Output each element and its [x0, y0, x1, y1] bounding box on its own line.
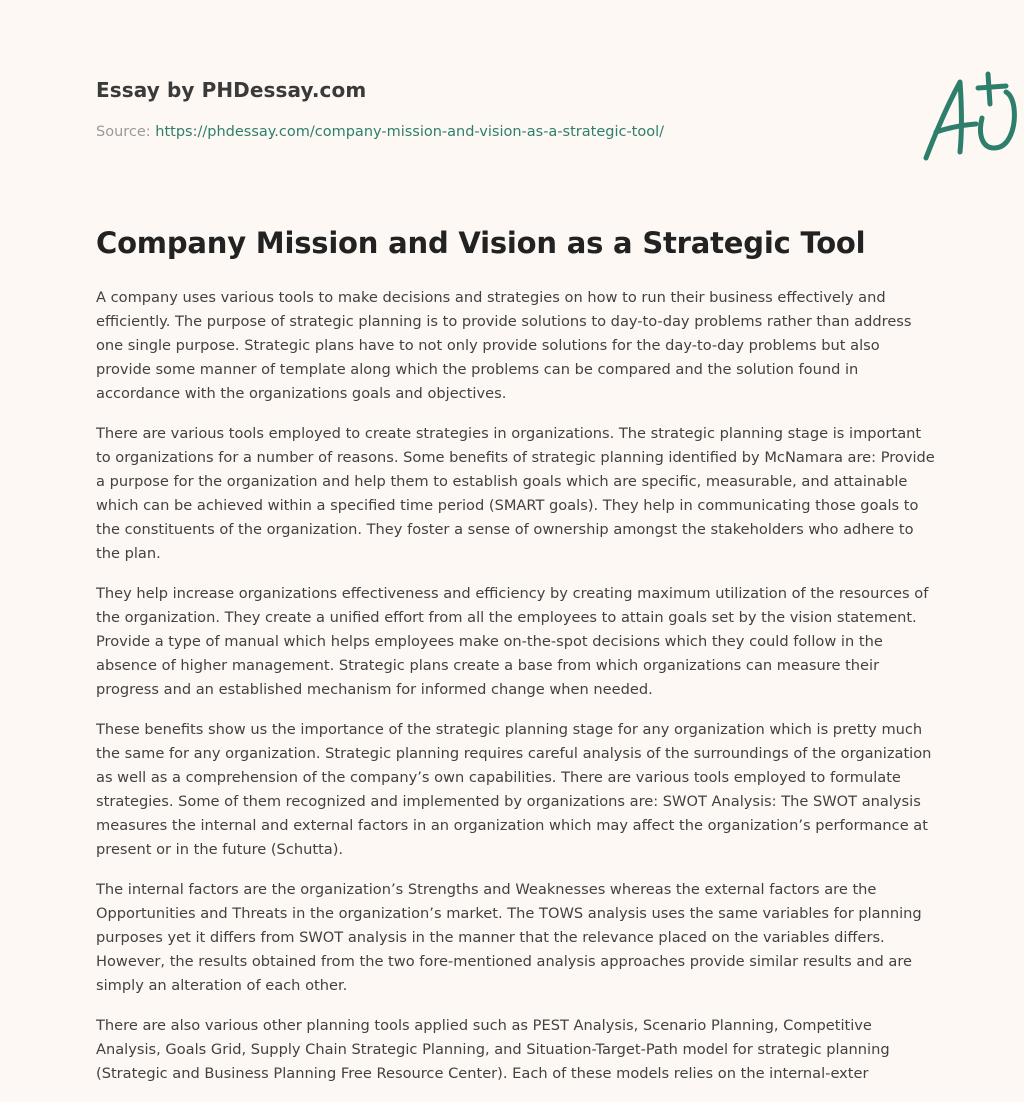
- essay-title: Company Mission and Vision as a Strategic Tool: [96, 226, 866, 260]
- site-title: Essay by PHDessay.com: [96, 78, 367, 102]
- source-label: Source:: [96, 124, 151, 140]
- essay-paragraph: They help increase organizations effectiveness and efficiency by creating maximum utilization of the resources of the organization. They create a unified effort from all the employees to attain goals set by the vision statement. Provide a type of manual which helps employees make on-the-spot decisions which they could follow in the absence of higher management. Strategic plans create a base from which organizations can measure their progress and an established mechanism for informed change when needed.: [96, 585, 929, 698]
- essay-paragraph: There are also various other planning tools applied such as PEST Analysis, Scenario Planning, Competitive Analysis, Goals Grid, Supply Chain Strategic Planning, and Situation-Target-Path model for strategic planning (Strategic and Business Planning Free Resource Center). Each of these models relies on the internal-exter: [96, 1017, 890, 1082]
- source-line: [96, 124, 664, 140]
- essay-paragraph: These benefits show us the importance of the strategic planning stage for any organization which is pretty much the same for any organization. Strategic planning requires careful analysis of the surroundings of the organization as well as a comprehension of the company’s own capabilities. There are various tools employed to formulate strategies. Some of them recognized and implemented by organizations are: SWOT Analysis: The SWOT analysis measures the internal and external factors in an organization which may affect the organization’s performance at present or in the future (Schutta).: [96, 721, 932, 858]
- essay-paragraph: The internal factors are the organization’s Strengths and Weaknesses whereas the external factors are the Opportunities and Threats in the organization’s market. The TOWS analysis uses the same variables for planning purposes yet it differs from SWOT analysis in the manner that the relevance placed on the variables differs. However, the results obtained from the two fore-mentioned analysis approaches provide similar results and are simply an alteration of each other.: [96, 881, 922, 994]
- essay-paragraph: There are various tools employed to create strategies in organizations. The strategic planning stage is important to organizations for a number of reasons. Some benefits of strategic planning identified by McNamara are: Provide a purpose for the organization and help them to establish goals which are specific, measurable, and attainable which can be achieved within a specified time period (SMART goals). They help in communicating those goals to the constituents of the organization. They foster a sense of ownership amongst the stakeholders who adhere to the plan.: [96, 425, 935, 562]
- essay-body: [96, 286, 936, 1102]
- essay-paragraph: A company uses various tools to make decisions and strategies on how to run their business effectively and efficiently. The purpose of strategic planning is to provide solutions to day-to-day problems rather than address one single purpose. Strategic plans have to not only provide solutions for the day-to-day problems but also provide some manner of template along which the problems can be compared and the solution found in accordance with the organizations goals and objectives.: [96, 289, 912, 402]
- source-link[interactable]: https://phdessay.com/company-mission-and-vision-as-a-strategic-tool/: [155, 124, 665, 140]
- a-plus-icon: [918, 70, 1022, 164]
